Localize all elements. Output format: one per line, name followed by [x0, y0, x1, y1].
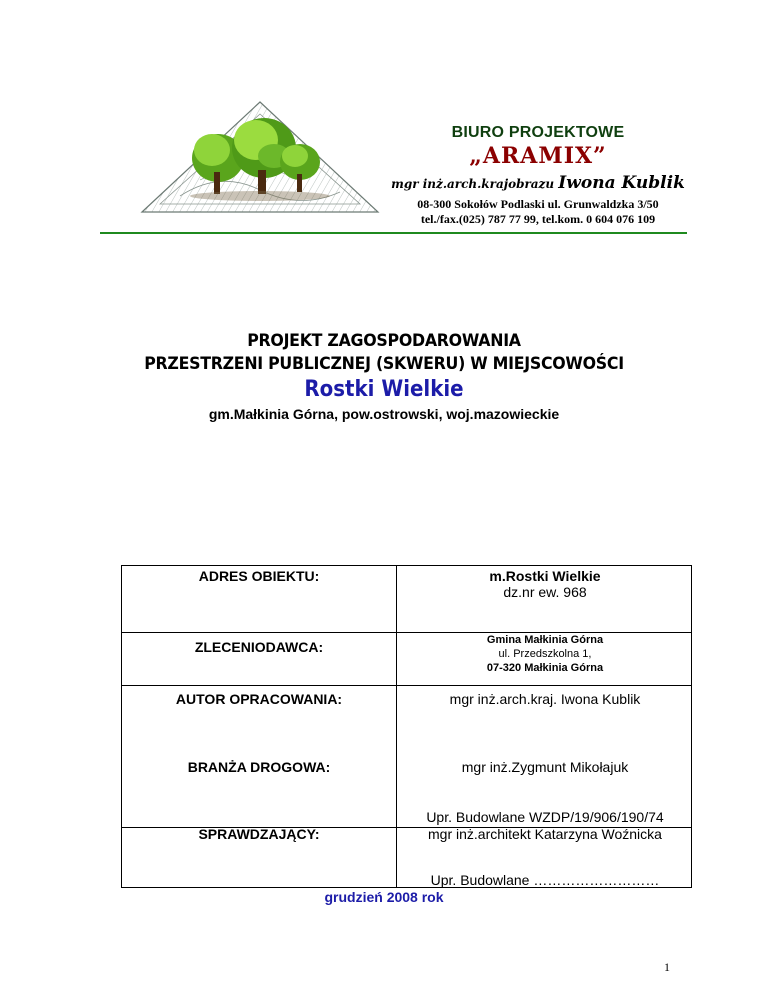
title-place: Rostki Wielkie — [304, 377, 464, 402]
address-label: ADRES OBIEKTU: — [198, 568, 320, 584]
checker-label: SPRAWDZAJĄCY: — [198, 826, 320, 842]
author-prefix: mgr inż.arch.krajobrazu — [391, 177, 555, 191]
table-divider — [122, 685, 691, 686]
client-label: ZLECENIODAWCA: — [194, 639, 324, 655]
checker-value: mgr inż.architekt Katarzyna Woźnicka — [428, 826, 662, 842]
client-value-line: 07-320 Małkinia Górna — [486, 662, 604, 674]
office-phone: tel./fax.(025) 787 77 99, tel.kom. 0 604 076 109 — [420, 212, 656, 226]
address-value-line: dz.nr ew. 968 — [503, 584, 587, 600]
road-permit: Upr. Budowlane WZDP/19/906/190/74 — [426, 809, 664, 825]
author-value: mgr inż.arch.kraj. Iwona Kublik — [449, 691, 641, 707]
info-table — [121, 565, 692, 888]
office-name: „ARAMIX” — [469, 143, 607, 169]
address-value — [397, 568, 693, 600]
checker-permit: Upr. Budowlane ……………………… — [430, 872, 660, 888]
address-value-line: m.Rostki Wielkie — [489, 568, 601, 584]
trees-logo — [140, 100, 380, 218]
client-value — [397, 633, 693, 675]
office-address: 08-300 Sokołów Podlaski ul. Grunwaldzka 3/50 — [417, 197, 659, 211]
page-number: 1 — [664, 960, 670, 974]
header-divider — [100, 232, 687, 234]
author-label: AUTOR OPRACOWANIA: — [175, 691, 343, 707]
road-label: BRANŻA DROGOWA: — [187, 759, 331, 775]
project-title — [0, 330, 768, 422]
road-value: mgr inż.Zygmunt Mikołajuk — [461, 759, 629, 775]
client-value-line: Gmina Małkinia Górna — [486, 634, 604, 646]
document-date: grudzień 2008 rok — [324, 889, 444, 905]
title-line-2: PRZESTRZENI PUBLICZNEJ (SKWERU) W MIEJSCOWOŚCI — [144, 354, 624, 374]
title-region: gm.Małkinia Górna, pow.ostrowski, woj.mazowieckie — [208, 406, 560, 422]
author-name: Iwona Kublik — [558, 173, 685, 193]
title-line-1: PROJEKT ZAGOSPODAROWANIA — [247, 331, 521, 351]
office-title: BIURO PROJEKTOWE — [451, 124, 625, 141]
office-author — [360, 173, 716, 193]
office-header — [360, 124, 716, 227]
client-value-line: ul. Przedszkolna 1, — [498, 648, 592, 660]
